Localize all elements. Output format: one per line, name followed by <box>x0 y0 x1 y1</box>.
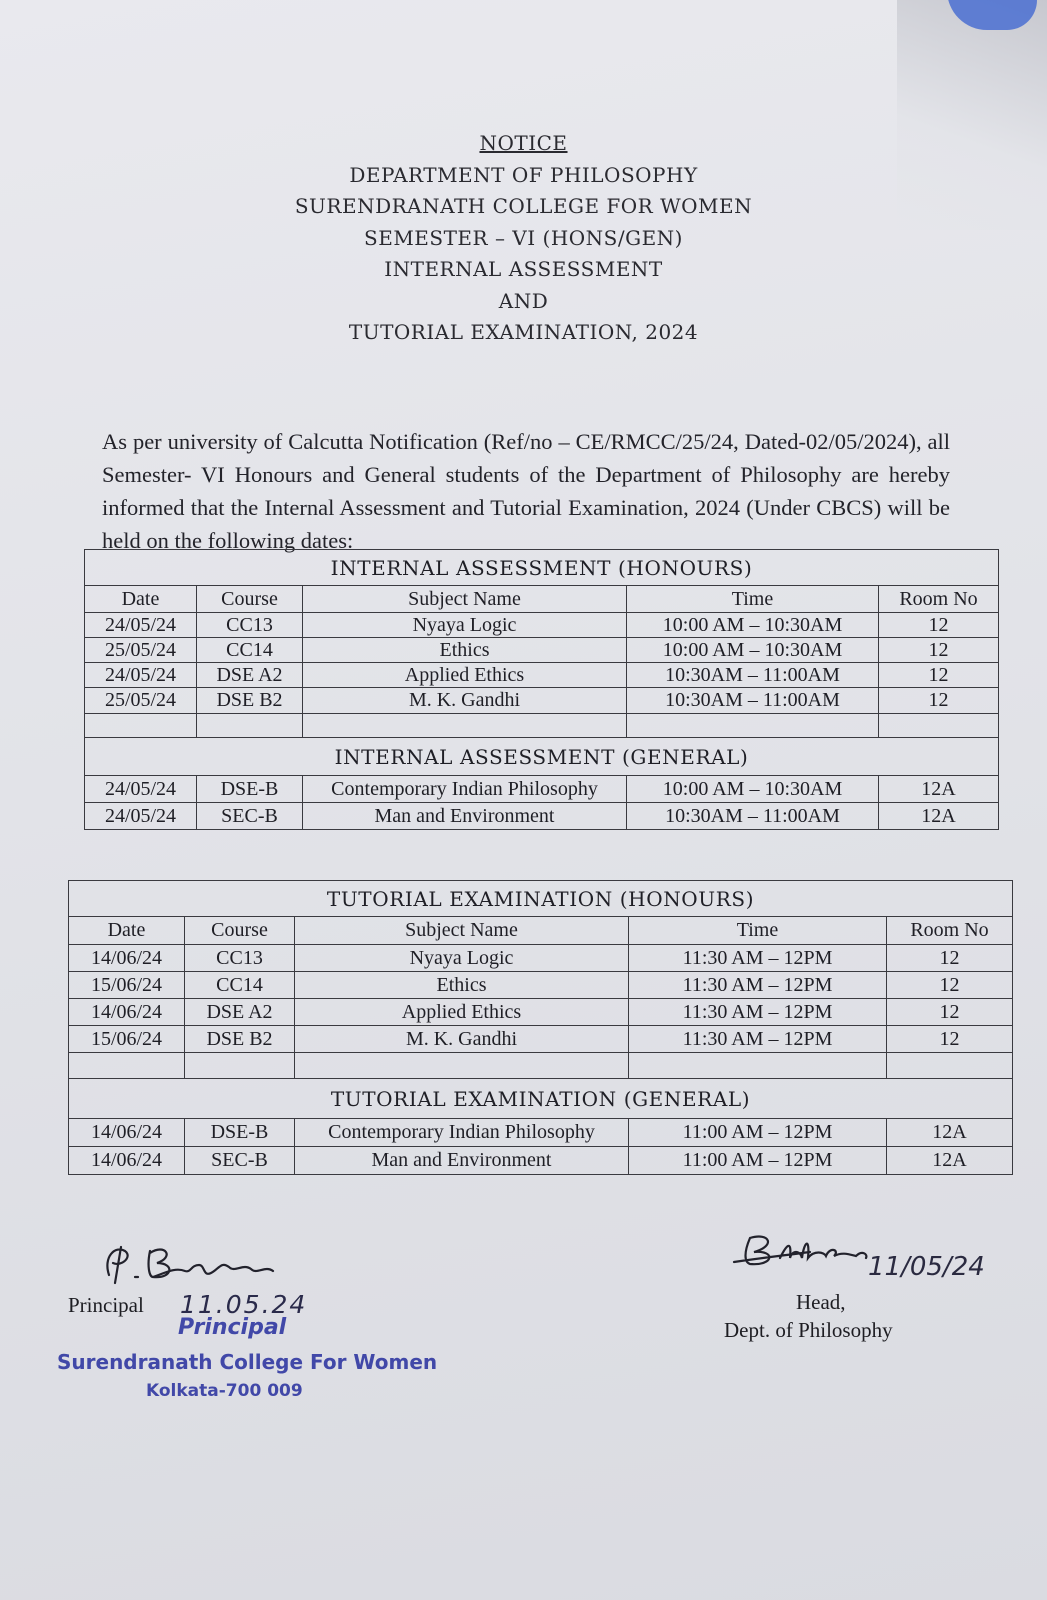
cell-course: DSE B2 <box>197 688 303 714</box>
table-row <box>69 1147 1013 1175</box>
cell-date: 15/06/24 <box>69 1026 185 1053</box>
cell-date: 24/05/24 <box>85 613 197 638</box>
cell-date: 25/05/24 <box>85 638 197 663</box>
cell-subject: Nyaya Logic <box>303 613 627 638</box>
cell-subject: M. K. Gandhi <box>303 688 627 714</box>
internal-honours-title: INTERNAL ASSESSMENT (HONOURS) <box>85 550 999 586</box>
department-label: Dept. of Philosophy <box>724 1318 893 1342</box>
cell-date: 25/05/24 <box>85 688 197 714</box>
column-header-time: Time <box>627 586 879 613</box>
heading-notice: NOTICE <box>479 131 568 155</box>
table-row <box>69 1119 1013 1147</box>
cell-time: 11:00 AM – 12PM <box>629 1119 887 1147</box>
heading-tutorial: TUTORIAL EXAMINATION, 2024 <box>348 320 699 344</box>
tutorial-honours-title: TUTORIAL EXAMINATION (HONOURS) <box>69 881 1013 917</box>
cell-course: CC13 <box>185 945 295 972</box>
heading-internal: INTERNAL ASSESSMENT <box>384 257 663 281</box>
cell-date: 14/06/24 <box>69 1119 185 1147</box>
cell-course: DSE A2 <box>197 663 303 688</box>
cell-subject: Ethics <box>295 972 629 999</box>
cell-date: 24/05/24 <box>85 776 197 803</box>
cell-room: 12 <box>879 638 999 663</box>
cell-date: 15/06/24 <box>69 972 185 999</box>
cell-course: CC14 <box>197 638 303 663</box>
table-row <box>85 663 999 688</box>
cell-room: 12 <box>887 945 1013 972</box>
cell-course: SEC-B <box>197 803 303 830</box>
cell-subject: Contemporary Indian Philosophy <box>295 1119 629 1147</box>
internal-assessment-table <box>84 549 999 830</box>
cell-time: 11:30 AM – 12PM <box>629 945 887 972</box>
table-row <box>69 1026 1013 1053</box>
cell-time: 10:30AM – 11:00AM <box>627 688 879 714</box>
cell-subject: Applied Ethics <box>303 663 627 688</box>
cell-time: 10:00 AM – 10:30AM <box>627 638 879 663</box>
cell-course: DSE-B <box>197 776 303 803</box>
empty-row <box>85 714 999 738</box>
column-header-date: Date <box>69 917 185 945</box>
cell-course: SEC-B <box>185 1147 295 1175</box>
notice-heading <box>0 128 1047 349</box>
column-header-room: Room No <box>879 586 999 613</box>
cell-room: 12 <box>879 613 999 638</box>
cell-course: DSE-B <box>185 1119 295 1147</box>
cell-room: 12A <box>887 1119 1013 1147</box>
table-row <box>69 999 1013 1026</box>
column-header-time: Time <box>629 917 887 945</box>
table-row <box>85 776 999 803</box>
cell-subject: Man and Environment <box>295 1147 629 1175</box>
cell-subject: Man and Environment <box>303 803 627 830</box>
table-row <box>85 638 999 663</box>
stamp-principal-title: Principal <box>178 1315 287 1340</box>
cell-subject: Contemporary Indian Philosophy <box>303 776 627 803</box>
cell-time: 11:00 AM – 12PM <box>629 1147 887 1175</box>
cell-date: 24/05/24 <box>85 663 197 688</box>
table-row <box>69 945 1013 972</box>
cell-date: 14/06/24 <box>69 945 185 972</box>
cell-room: 12A <box>879 776 999 803</box>
table-row <box>85 688 999 714</box>
head-signature-date: 11/05/24 <box>868 1252 985 1282</box>
cell-subject: Applied Ethics <box>295 999 629 1026</box>
stamp-city: Kolkata-700 009 <box>146 1381 303 1401</box>
cell-subject: Nyaya Logic <box>295 945 629 972</box>
cell-subject: M. K. Gandhi <box>295 1026 629 1053</box>
principal-signature <box>95 1237 285 1287</box>
tutorial-general-title: TUTORIAL EXAMINATION (GENERAL) <box>69 1079 1013 1119</box>
column-header-course: Course <box>197 586 303 613</box>
column-header-subject: Subject Name <box>303 586 627 613</box>
cell-room: 12 <box>887 999 1013 1026</box>
cell-time: 10:00 AM – 10:30AM <box>627 613 879 638</box>
cell-time: 11:30 AM – 12PM <box>629 1026 887 1053</box>
stamp-college-name: Surendranath College For Women <box>57 1350 438 1374</box>
internal-general-title: INTERNAL ASSESSMENT (GENERAL) <box>85 738 999 776</box>
cell-time: 10:30AM – 11:00AM <box>627 663 879 688</box>
heading-semester: SEMESTER – VI (HONS/GEN) <box>364 225 683 250</box>
heading-college: SURENDRANATH COLLEGE FOR WOMEN <box>294 194 753 218</box>
cell-time: 11:30 AM – 12PM <box>629 972 887 999</box>
head-label: Head, <box>796 1290 846 1314</box>
cell-room: 12A <box>879 803 999 830</box>
heading-and: AND <box>498 288 549 313</box>
principal-signature-date: 11.05.24 <box>180 1290 308 1319</box>
intro-paragraph: As per university of Calcutta Notification (Ref/no – CE/RMCC/25/24, Dated-02/05/2024), all Semester- VI Honours and General students of the Department of Philosophy are hereby informed that the Internal Assessment and Tutorial Examination, 2024 (Under CBCS) will be held on the following dates: <box>102 428 950 553</box>
cell-room: 12 <box>887 1026 1013 1053</box>
principal-label: Principal <box>68 1293 144 1317</box>
column-header-room: Room No <box>887 917 1013 945</box>
column-header-subject: Subject Name <box>295 917 629 945</box>
cell-room: 12A <box>887 1147 1013 1175</box>
cell-course: DSE A2 <box>185 999 295 1026</box>
cell-room: 12 <box>879 688 999 714</box>
cell-time: 10:30AM – 11:00AM <box>627 803 879 830</box>
cell-room: 12 <box>879 663 999 688</box>
empty-row <box>69 1053 1013 1079</box>
table-row <box>69 972 1013 999</box>
cell-subject: Ethics <box>303 638 627 663</box>
cell-room: 12 <box>887 972 1013 999</box>
cell-time: 10:00 AM – 10:30AM <box>627 776 879 803</box>
table-row <box>85 803 999 830</box>
column-header-date: Date <box>85 586 197 613</box>
column-header-course: Course <box>185 917 295 945</box>
table-row <box>85 613 999 638</box>
cell-time: 11:30 AM – 12PM <box>629 999 887 1026</box>
cell-course: DSE B2 <box>185 1026 295 1053</box>
cell-date: 14/06/24 <box>69 999 185 1026</box>
cell-course: CC13 <box>197 613 303 638</box>
tutorial-examination-table <box>68 880 1013 1175</box>
cell-course: CC14 <box>185 972 295 999</box>
cell-date: 24/05/24 <box>85 803 197 830</box>
cell-date: 14/06/24 <box>69 1147 185 1175</box>
heading-department: DEPARTMENT OF PHILOSOPHY <box>349 162 698 187</box>
